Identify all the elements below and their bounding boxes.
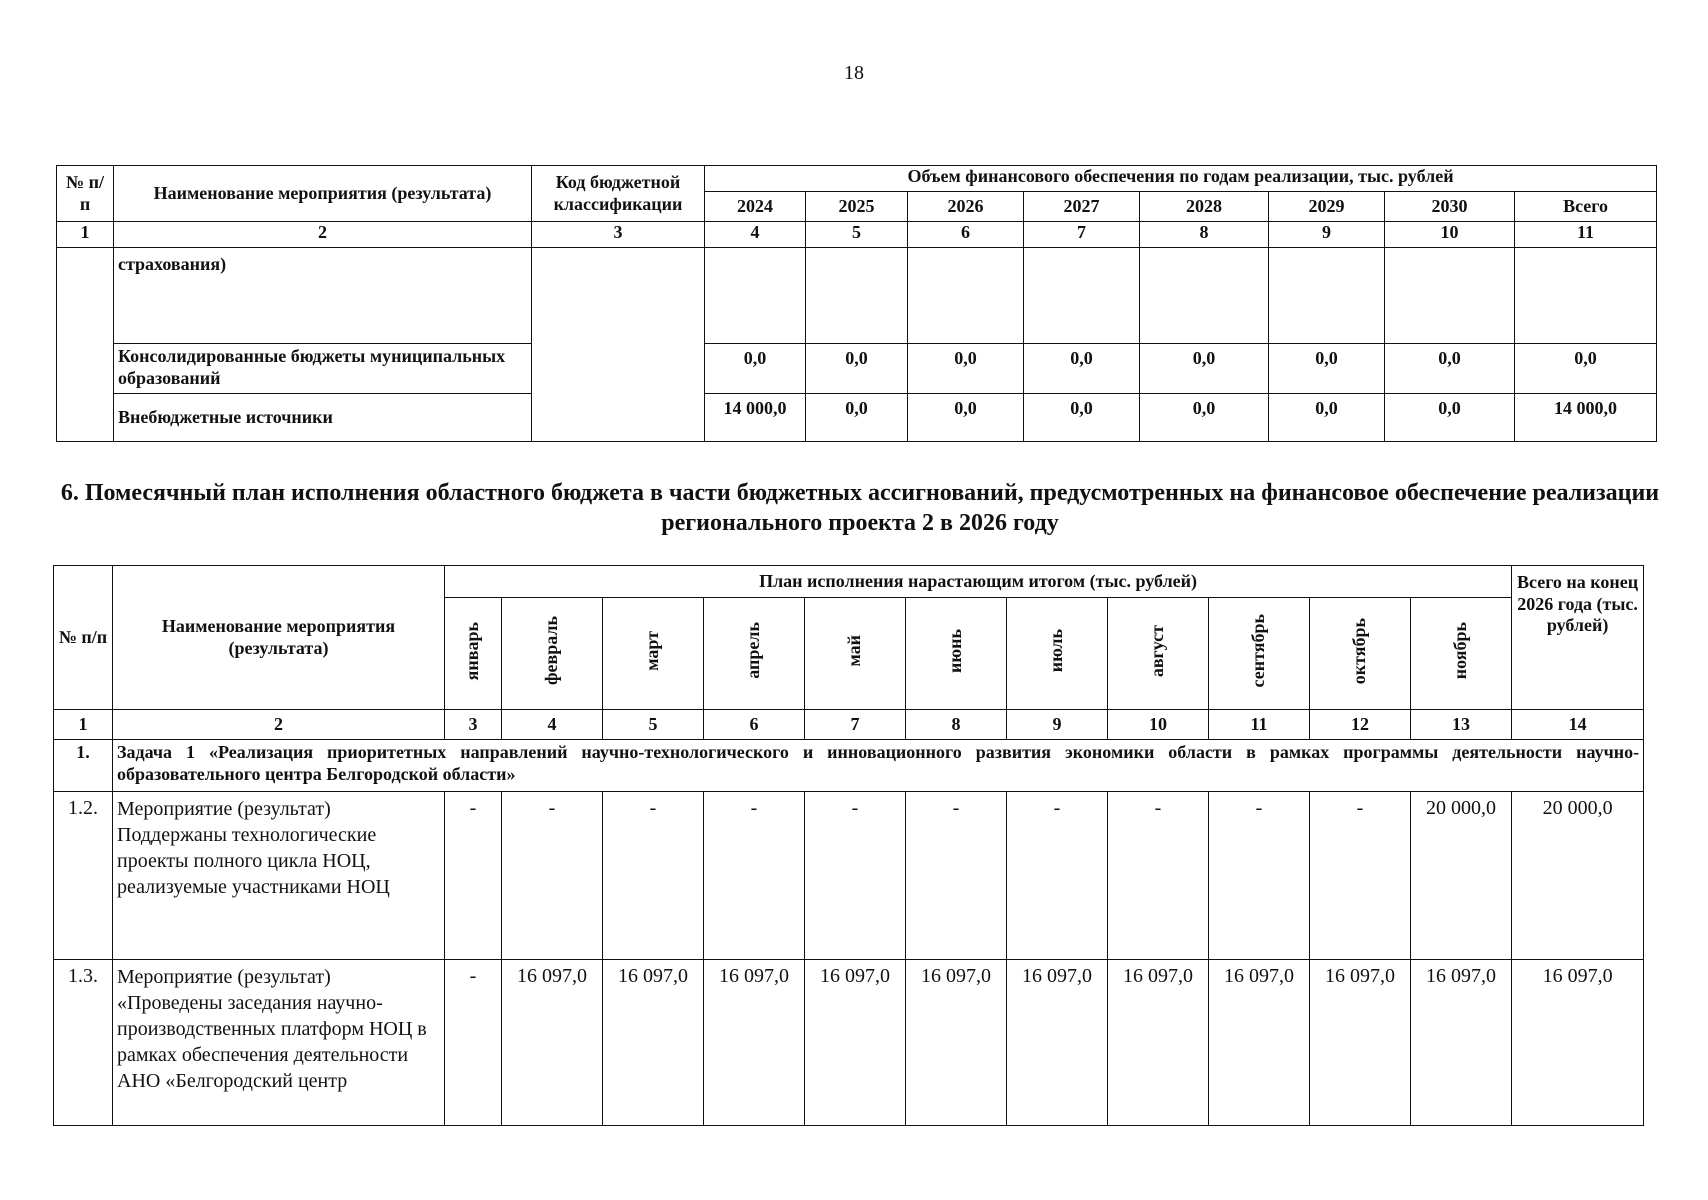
row-value: 16 097,0 <box>1209 960 1310 1126</box>
table-row <box>54 792 1644 960</box>
row-value: 0,0 <box>705 344 806 394</box>
table-row <box>57 344 1657 394</box>
header-year: 2028 <box>1140 192 1269 222</box>
row-value: 0,0 <box>1385 394 1515 442</box>
row-name: страхования) <box>114 248 532 344</box>
row-value: - <box>603 792 704 960</box>
col-number: 3 <box>532 222 705 248</box>
row-value <box>1269 248 1385 344</box>
row-num: 1.2. <box>54 792 113 960</box>
header-num: № п/п <box>57 166 114 222</box>
col-number: 9 <box>1007 710 1108 740</box>
row-value: 16 097,0 <box>1007 960 1108 1126</box>
header-year: 2025 <box>806 192 908 222</box>
row-value: - <box>1209 792 1310 960</box>
table-row <box>57 394 1657 442</box>
col-number: 6 <box>704 710 805 740</box>
row-value: 16 097,0 <box>603 960 704 1126</box>
task-text: Задача 1 «Реализация приоритетных направлений научно-технологического и инновационного развития экономики области в рамках программы деятельности научно-образовательного центра Белгородской области» <box>113 740 1644 792</box>
header-plan: План исполнения нарастающим итогом (тыс. рублей) <box>445 566 1512 598</box>
row-code <box>532 248 705 442</box>
row-value: - <box>502 792 603 960</box>
month-header: октябрь <box>1310 598 1411 710</box>
col-number: 5 <box>603 710 704 740</box>
table-row <box>54 960 1644 1126</box>
monthly-plan-table <box>53 565 1644 1126</box>
col-number: 10 <box>1108 710 1209 740</box>
row-value: 0,0 <box>806 394 908 442</box>
row-value: 0,0 <box>1024 344 1140 394</box>
financing-table <box>56 165 1657 442</box>
col-number: 6 <box>908 222 1024 248</box>
row-value: 16 097,0 <box>704 960 805 1126</box>
col-number: 14 <box>1512 710 1644 740</box>
col-number: 9 <box>1269 222 1385 248</box>
month-header: апрель <box>704 598 805 710</box>
page-number: 18 <box>844 62 864 84</box>
col-number: 8 <box>1140 222 1269 248</box>
task-row <box>54 740 1644 792</box>
row-value <box>705 248 806 344</box>
header-year: 2029 <box>1269 192 1385 222</box>
month-header: ноябрь <box>1411 598 1512 710</box>
col-number: 10 <box>1385 222 1515 248</box>
col-number: 5 <box>806 222 908 248</box>
row-name: Внебюджетные источники <box>114 394 532 442</box>
header-code: Код бюджетной классификации <box>532 166 705 222</box>
row-value: 0,0 <box>1269 394 1385 442</box>
header-num: № п/п <box>54 566 113 710</box>
row-value: 14 000,0 <box>705 394 806 442</box>
header-name: Наименование мероприятия (результата) <box>113 566 445 710</box>
row-value <box>1024 248 1140 344</box>
month-header: февраль <box>502 598 603 710</box>
col-number: 12 <box>1310 710 1411 740</box>
row-num: 1.3. <box>54 960 113 1126</box>
month-header: август <box>1108 598 1209 710</box>
col-number: 11 <box>1209 710 1310 740</box>
row-value: 0,0 <box>908 344 1024 394</box>
table-row <box>57 248 1657 344</box>
col-number: 2 <box>114 222 532 248</box>
header-name: Наименование мероприятия (результата) <box>114 166 532 222</box>
col-number: 7 <box>1024 222 1140 248</box>
header-year: 2027 <box>1024 192 1140 222</box>
row-total: 16 097,0 <box>1512 960 1644 1126</box>
row-value: 0,0 <box>1515 344 1657 394</box>
header-year: 2024 <box>705 192 806 222</box>
col-number: 11 <box>1515 222 1657 248</box>
row-value: - <box>805 792 906 960</box>
col-number: 8 <box>906 710 1007 740</box>
row-name: Мероприятие (результат) Поддержаны технологические проекты полного цикла НОЦ, реализуемые участниками НОЦ <box>113 792 445 960</box>
row-value: 16 097,0 <box>906 960 1007 1126</box>
row-value: - <box>704 792 805 960</box>
row-value: 0,0 <box>1140 394 1269 442</box>
month-header: июнь <box>906 598 1007 710</box>
row-value: 0,0 <box>1269 344 1385 394</box>
header-volume: Объем финансового обеспечения по годам реализации, тыс. рублей <box>705 166 1657 192</box>
row-value: 16 097,0 <box>1310 960 1411 1126</box>
col-number: 7 <box>805 710 906 740</box>
header-year: 2026 <box>908 192 1024 222</box>
col-number: 13 <box>1411 710 1512 740</box>
row-value: - <box>906 792 1007 960</box>
row-total: 20 000,0 <box>1512 792 1644 960</box>
row-value: - <box>445 960 502 1126</box>
row-name: Мероприятие (результат) «Проведены заседания научно-производственных платформ НОЦ в рамках обеспечения деятельности АНО «Белгородский центр <box>113 960 445 1126</box>
month-header: январь <box>445 598 502 710</box>
section-title: 6. Помесячный план исполнения областного бюджета в части бюджетных ассигнований, предусмотренных на финансовое обеспечение реализации регионального проекта 2 в 2026 году <box>60 480 1660 536</box>
task-num: 1. <box>54 740 113 792</box>
row-value: 14 000,0 <box>1515 394 1657 442</box>
row-num <box>57 248 114 442</box>
header-year: 2030 <box>1385 192 1515 222</box>
row-value: 20 000,0 <box>1411 792 1512 960</box>
row-value <box>806 248 908 344</box>
row-value: - <box>445 792 502 960</box>
col-number: 4 <box>502 710 603 740</box>
row-value: 16 097,0 <box>502 960 603 1126</box>
row-value: 16 097,0 <box>1411 960 1512 1126</box>
col-number: 1 <box>57 222 114 248</box>
row-value <box>1140 248 1269 344</box>
row-value <box>1515 248 1657 344</box>
row-value <box>908 248 1024 344</box>
row-value: - <box>1310 792 1411 960</box>
col-number: 4 <box>705 222 806 248</box>
header-total: Всего на конец 2026 года (тыс. рублей) <box>1512 566 1644 710</box>
header-total: Всего <box>1515 192 1657 222</box>
row-value: 0,0 <box>1024 394 1140 442</box>
row-value: 0,0 <box>908 394 1024 442</box>
row-value: - <box>1007 792 1108 960</box>
row-value: 16 097,0 <box>1108 960 1209 1126</box>
month-header: май <box>805 598 906 710</box>
col-number: 3 <box>445 710 502 740</box>
row-value: - <box>1108 792 1209 960</box>
row-value <box>1385 248 1515 344</box>
month-header: июль <box>1007 598 1108 710</box>
month-header: март <box>603 598 704 710</box>
row-value: 0,0 <box>1385 344 1515 394</box>
col-number: 2 <box>113 710 445 740</box>
month-header: сентябрь <box>1209 598 1310 710</box>
row-value: 0,0 <box>1140 344 1269 394</box>
row-value: 16 097,0 <box>805 960 906 1126</box>
col-number: 1 <box>54 710 113 740</box>
row-name: Консолидированные бюджеты муниципальных образований <box>114 344 532 394</box>
row-value: 0,0 <box>806 344 908 394</box>
